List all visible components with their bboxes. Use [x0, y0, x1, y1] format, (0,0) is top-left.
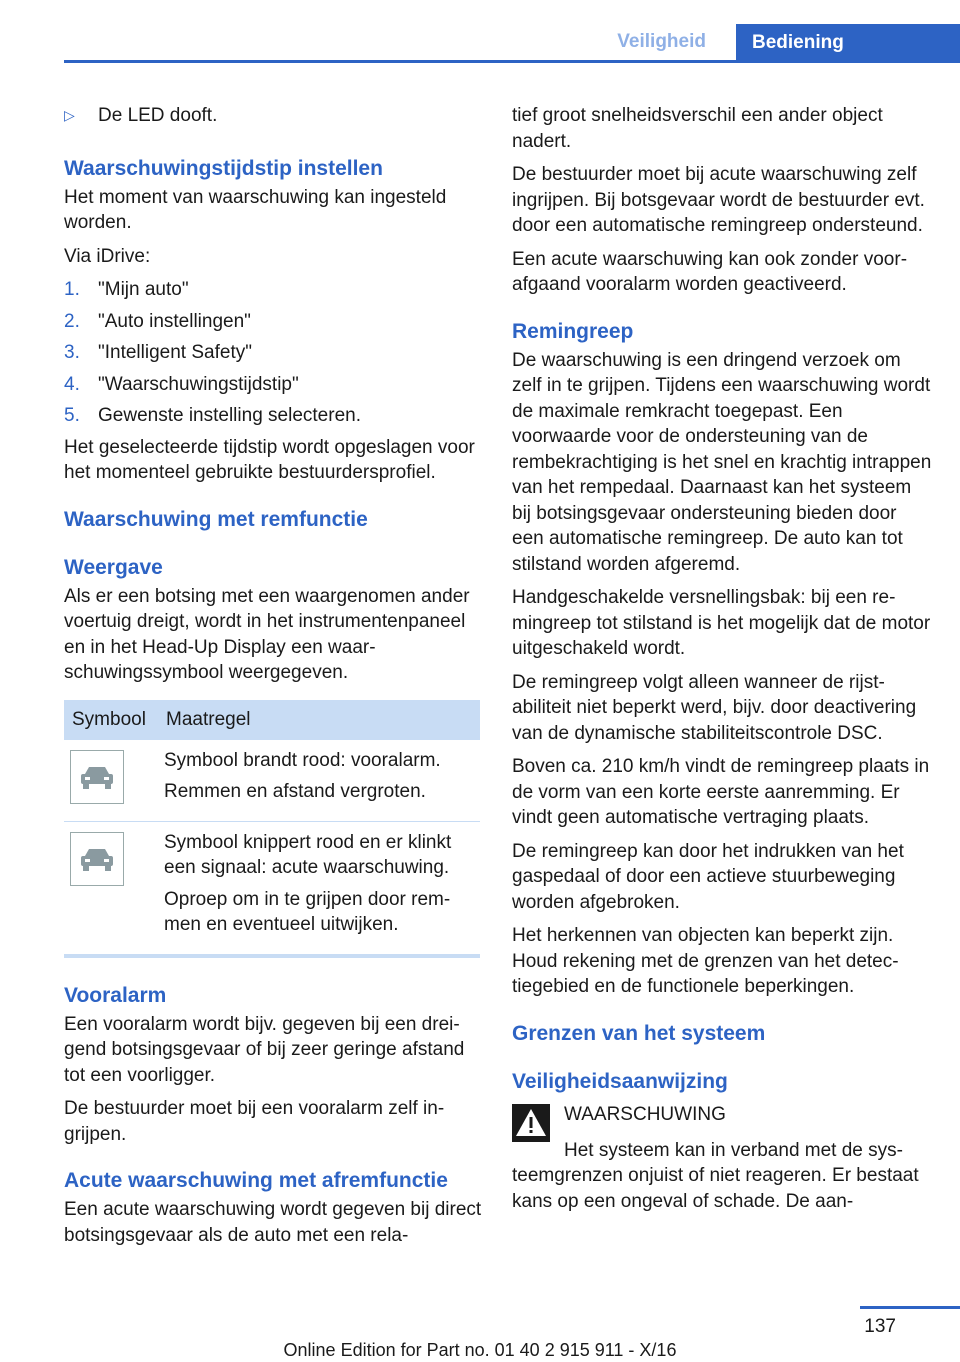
list-text: "Intelligent Safety": [98, 342, 252, 363]
list-item: [64, 372, 484, 398]
footer-rule: [860, 1306, 960, 1309]
symbol-table: [64, 700, 480, 954]
left-column: [64, 103, 484, 1256]
list-number: 4.: [64, 373, 80, 395]
list-item: [64, 309, 484, 335]
cell-line: Symbool knippert rood en er klinkt een signaal: acute waarschuwing.: [164, 831, 452, 878]
bullet-item: [64, 103, 484, 129]
cell-line: Symbool brandt rood: vooralarm.: [164, 749, 441, 771]
heading-veiligheidsaanwijzing: Veiligheidsaanwijzing: [512, 1069, 728, 1093]
paragraph: Een vooralarm wordt bijv. gegeven bij een dreigend botsingsgevaar of bij zeer geringe afstand tot een voorligger.: [64, 1013, 465, 1086]
paragraph: Een acute waarschuwing wordt gegeven bij direct botsingsgevaar als de auto met een rela-: [64, 1199, 482, 1246]
table-row: [64, 740, 480, 822]
cell-line: Oproep om in te grijpen door remmen en eventueel uitwijken.: [164, 888, 451, 935]
heading-remingreep: Remingreep: [512, 319, 634, 343]
warning-text: Het systeem kan in verband met de systeemgrenzen onjuist of niet reageren. Er bestaat kans op een ongeval of schade. De aan-: [512, 1139, 919, 1212]
edition-footer: Online Edition for Part no. 01 40 2 915 911 - X/16: [283, 1340, 677, 1360]
table-cell-text: [158, 740, 480, 822]
warning-content: [564, 1102, 726, 1142]
list-text: "Waarschuwingstijdstip": [98, 373, 299, 395]
warning-title: WAARSCHUWING: [564, 1103, 726, 1125]
paragraph: Het geselecteerde tijdstip wordt opgeslagen voor het momenteel gebruikte bestuurdersprofiel.: [64, 436, 475, 483]
paragraph: Het herkennen van objecten kan beperkt zijn. Houd rekening met de grenzen van het detectiegebied en de functionele beperkingen.: [512, 925, 899, 997]
car-warning-icon: [70, 832, 124, 886]
paragraph: Een acute waarschuwing kan ook zonder voorafgaand vooralarm worden geactiveerd.: [512, 248, 908, 295]
warning-block: [512, 1102, 932, 1142]
heading-remfunctie: Waarschuwing met remfunctie: [64, 507, 368, 531]
heading-acute-waarschuwing: Acute waarschuwing met afremfunctie: [64, 1169, 448, 1192]
tab-bediening[interactable]: Bediening: [736, 24, 960, 63]
paragraph: De bestuurder moet bij acute waarschuwing zelf ingrijpen. Bij botsgevaar wordt de bestuurder evt. door een automatische remingreep ondersteund.: [512, 164, 925, 236]
page-number: 137: [864, 1316, 896, 1337]
list-number: 1.: [64, 279, 80, 300]
paragraph: De waarschuwing is een dringend verzoek om zelf in te grijpen. Tijdens een waarschuwing wordt de maximale remkracht toegepast. Een voorwaarde voor de ondersteuning van de rembekrachtiging is het snel en krachtig intrappen van het rempedaal. Daarnaast kan het systeem bij botsingsgevaar ondersteuning bieden door een automatische remingreep. De auto kan tot stilstand worden afgeremd.: [512, 349, 932, 575]
right-column: [512, 103, 932, 1222]
list-item: [64, 403, 484, 429]
heading-vooralarm: Vooralarm: [64, 983, 167, 1007]
list-text: Gewenste instelling selecteren.: [98, 405, 361, 426]
table-row: [64, 821, 480, 954]
paragraph: De bestuurder moet bij een vooralarm zelf ingrijpen.: [64, 1098, 445, 1145]
paragraph: De remingreep kan door het indrukken van het gaspedaal of door een actieve stuurbeweging worden afgebroken.: [512, 840, 904, 913]
paragraph: Via iDrive:: [64, 245, 151, 267]
table-cell-symbol: [64, 821, 158, 954]
list-text: "Mijn auto": [98, 279, 189, 300]
paragraph: Als er een botsing met een waargenomen ander voertuig dreigt, wordt in het instrumentenpaneel en in het Head-Up Display een waarschuwingssymbool weergegeven.: [64, 585, 470, 683]
bullet-text: De LED dooft.: [98, 105, 218, 126]
cell-line: Remmen en afstand vergroten.: [164, 781, 426, 802]
steps-list: [64, 277, 484, 429]
table-header-maatregel: Maatregel: [158, 700, 480, 740]
heading-waarschuwingstijdstip: Waarschuwingstijdstip instellen: [64, 156, 383, 180]
table-cell-symbol: [64, 740, 158, 822]
heading-weergave: Weergave: [64, 555, 163, 579]
list-number: 3.: [64, 342, 80, 363]
paragraph: De remingreep volgt alleen wanneer de rijstabiliteit niet beperkt werd, bijv. door deactivering van de dynamische stabiliteitscontrole DSC.: [512, 671, 917, 744]
warning-triangle-icon: [512, 1104, 550, 1142]
list-number: 5.: [64, 405, 80, 426]
table-header-symbool: Symbool: [64, 700, 158, 740]
paragraph: tief groot snelheidsverschil een ander object nadert.: [512, 105, 883, 152]
list-item: [64, 277, 484, 303]
heading-grenzen: Grenzen van het systeem: [512, 1021, 766, 1045]
paragraph: Handgeschakelde versnellingsbak: bij een remingreep tot stilstand is het mogelijk dat de motor uitgeschakeld wordt.: [512, 587, 931, 659]
tab-veiligheid[interactable]: Veiligheid: [617, 31, 706, 52]
table-cell-text: [158, 821, 480, 954]
table-bottom-rule: [64, 954, 480, 958]
triangle-bullet-icon: ▷: [64, 107, 75, 123]
car-warning-icon: [70, 750, 124, 804]
list-number: 2.: [64, 310, 80, 332]
header-rule: [64, 60, 960, 63]
paragraph: Het moment van waarschuwing kan ingesteld worden.: [64, 186, 447, 233]
list-item: [64, 340, 484, 366]
table-header-row: [64, 700, 480, 740]
list-text: "Auto instellingen": [98, 310, 251, 332]
paragraph: Boven ca. 210 km/h vindt de remingreep plaats in de vorm van een korte eerste aanremming. Er vindt geen automatische vertraging plaats.: [512, 756, 930, 828]
